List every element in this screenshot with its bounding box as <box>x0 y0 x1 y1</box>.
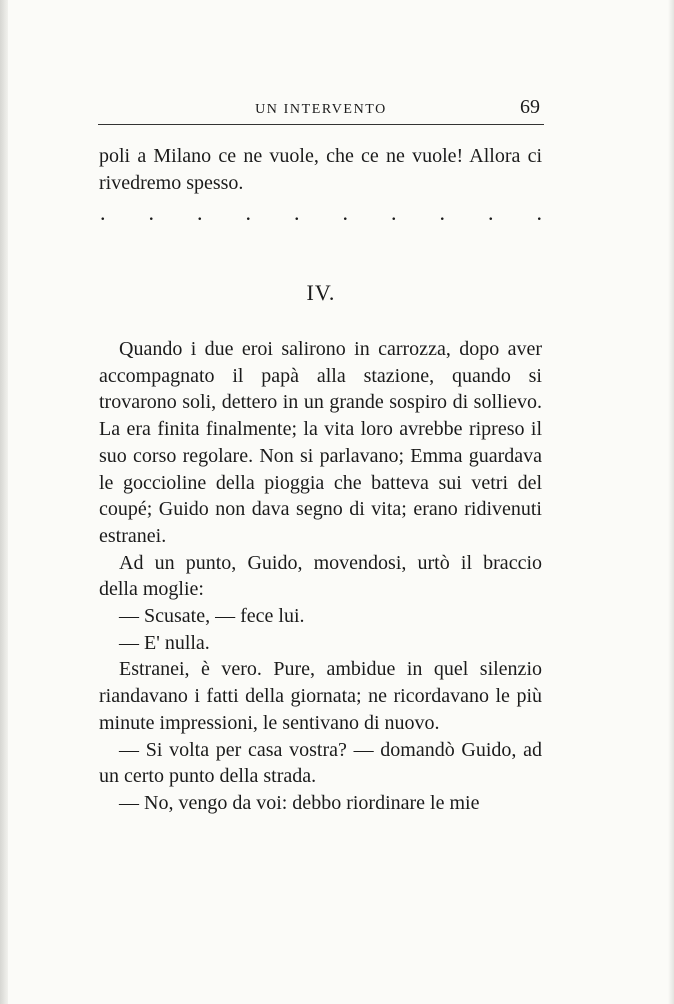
body-paragraph: Estranei, è vero. Pure, ambidue in quel silenzio riandavano i fatti della giornata; ne ricordavano le più minute impressioni, le sentivano di nuovo. <box>99 658 542 734</box>
dialogue-line: — No, vengo da voi: debbo riordinare le mie <box>119 791 480 814</box>
ellipsis-dot: . <box>197 200 203 225</box>
chapter-heading: IV. <box>306 280 336 305</box>
dialogue-line: — Si volta per casa vostra? — domandò Guido, ad un certo punto della strada. <box>99 738 542 788</box>
ellipsis-dot: . <box>439 200 445 225</box>
ellipsis-dot: . <box>245 200 251 225</box>
dialogue-line: — Scusate, — fece lui. <box>119 605 305 628</box>
body-paragraph: Ad un punto, Guido, movendosi, urtò il braccio della moglie: <box>99 551 542 601</box>
header-rule <box>98 124 544 125</box>
page-edge-right <box>668 0 674 1004</box>
running-title: UN INTERVENTO <box>255 102 387 117</box>
page-number: 69 <box>520 96 540 118</box>
dialogue-line: — E' nulla. <box>119 631 210 654</box>
ellipsis-dot: . <box>391 200 397 225</box>
running-header <box>98 96 544 122</box>
chapter-body <box>99 336 542 817</box>
opening-paragraph: poli a Milano ce ne vuole, che ce ne vuole! Allora ci rivedremo spesso. <box>99 145 542 194</box>
ellipsis-dot: . <box>100 200 106 225</box>
ellipsis-dot: . <box>294 200 300 225</box>
ellipsis-dot: . <box>148 200 154 225</box>
ellipsis-dot: . <box>342 200 348 225</box>
ellipsis-dots-row <box>100 200 542 226</box>
ellipsis-dot: . <box>488 200 494 225</box>
opening-text-block <box>99 143 542 196</box>
body-paragraph: Quando i due eroi salirono in carrozza, dopo aver accompagnato il papà alla stazione, quando si trovarono soli, dettero in un grande sospiro di sollievo. La era finita finalmente; la vita loro avrebbe ripreso il suo corso regolare. Non si parlavano; Emma guardava le goccioline della pioggia che batteva sui vetri del coupé; Guido non dava segno di vita; erano ridivenuti estranei. <box>99 338 542 547</box>
ellipsis-dot: . <box>536 200 542 225</box>
page-edge-left <box>0 0 8 1004</box>
